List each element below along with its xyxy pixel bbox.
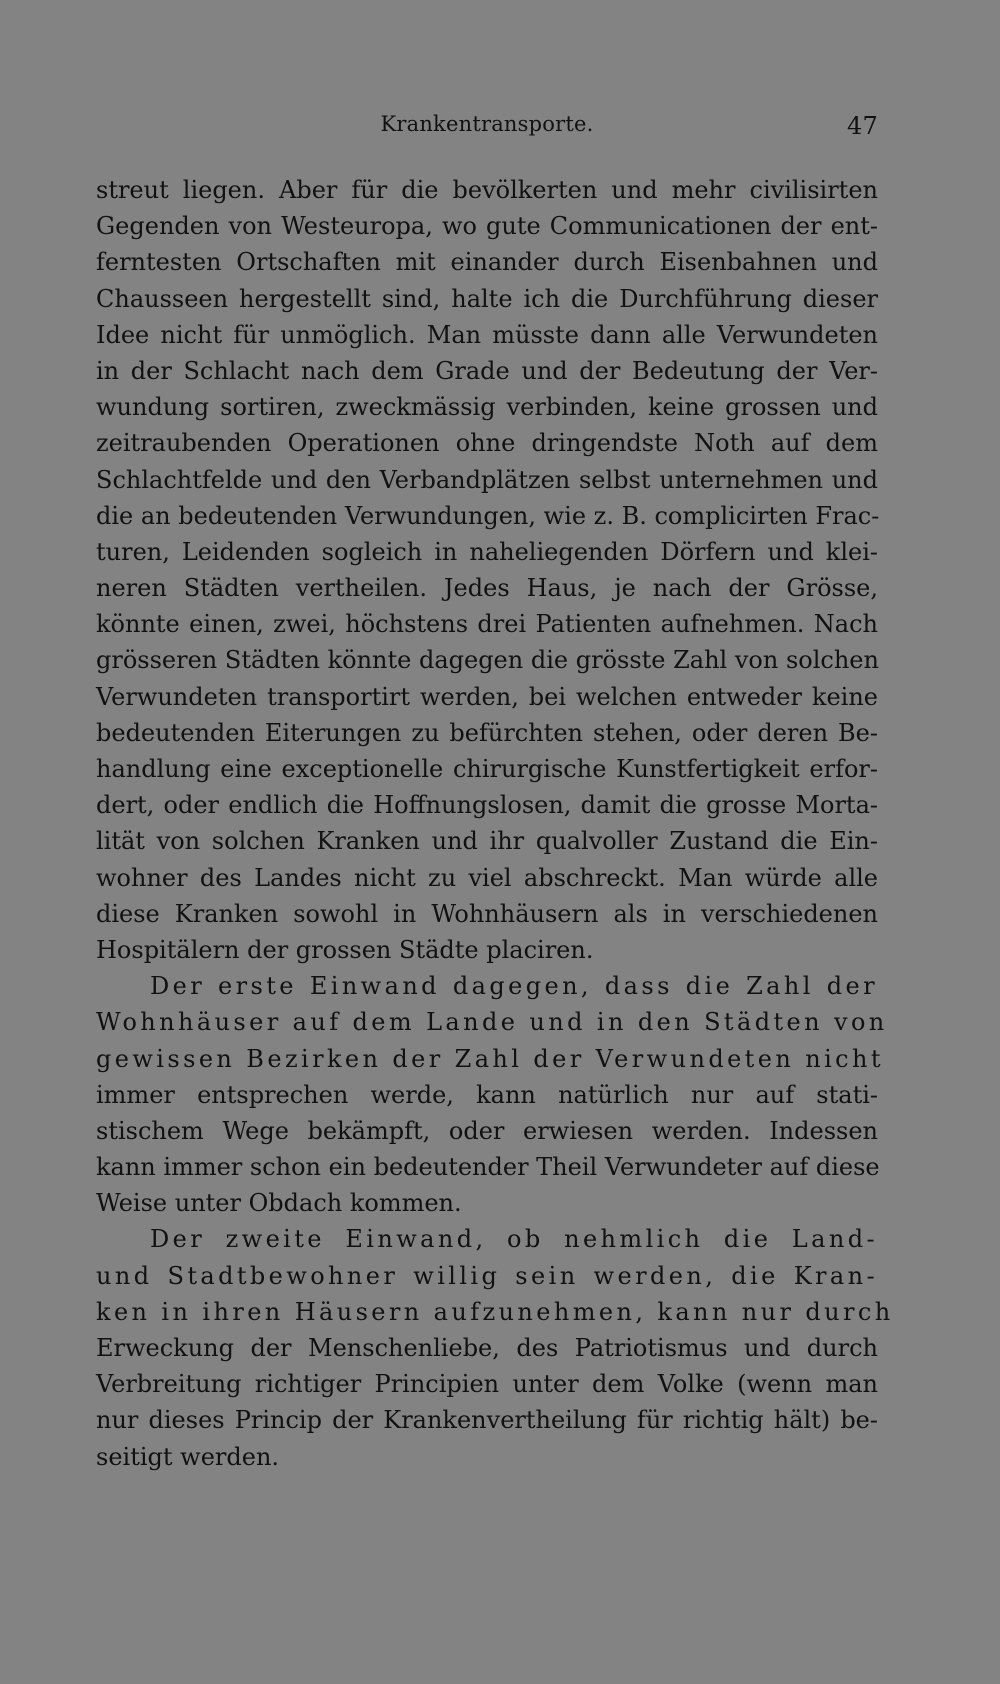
text-line: in der Schlacht nach dem Grade und der Bedeutung der Ver- xyxy=(96,356,878,385)
text-line: Chausseen hergestellt sind, halte ich die Durchführung dieser xyxy=(96,284,878,313)
text-line: diese Kranken sowohl in Wohnhäusern als in verschiedenen xyxy=(96,899,878,928)
text-line: Verbreitung richtiger Principien unter dem Volke (wenn man xyxy=(96,1370,878,1399)
page-number: 47 xyxy=(847,112,878,140)
text-line: Weise unter Obdach kommen. xyxy=(96,1189,462,1218)
text-line: bedeutenden Eiterungen zu befürchten stehen, oder deren Be- xyxy=(96,718,878,747)
text-line: dert, oder endlich die Hoffnungslosen, damit die grosse Morta- xyxy=(96,791,878,820)
text-line: lität von solchen Kranken und ihr qualvoller Zustand die Ein- xyxy=(96,827,878,856)
text-line: Der zweite Einwand, ob nehmlich die Land- xyxy=(150,1225,878,1254)
text-line: Idee nicht für unmöglich. Man müsste dann alle Verwundeten xyxy=(96,320,878,349)
text-line: zeitraubenden Operationen ohne dringendste Noth auf dem xyxy=(96,429,878,458)
text-line: seitigt werden. xyxy=(96,1442,280,1471)
text-line: ken in ihren Häusern aufzunehmen, kann nur durch xyxy=(96,1297,894,1326)
paragraph-2 xyxy=(96,968,888,1221)
paragraph-3 xyxy=(96,1221,894,1474)
text-line: wundung sortiren, zweckmässig verbinden, keine grossen und xyxy=(96,393,878,422)
text-line: kann immer schon ein bedeutender Theil Verwundeter auf diese xyxy=(96,1153,880,1182)
text-line: wohner des Landes nicht zu viel abschreckt. Man würde alle xyxy=(96,863,878,892)
body-text xyxy=(96,172,894,1475)
text-line: Hospitälern der grossen Städte placiren. xyxy=(96,935,594,964)
paragraph-1 xyxy=(96,172,878,968)
text-line: immer entsprechen werde, kann natürlich nur auf stati- xyxy=(96,1080,878,1109)
text-line: grösseren Städten könnte dagegen die grösste Zahl von solchen xyxy=(96,646,879,675)
running-title: Krankentransporte. xyxy=(380,112,594,136)
text-line: Verwundeten transportirt werden, bei welchen entweder keine xyxy=(96,682,878,711)
text-line: gewissen Bezirken der Zahl der Verwundeten nicht xyxy=(96,1044,884,1073)
text-line: die an bedeutenden Verwundungen, wie z. B. complicirten Frac- xyxy=(96,501,880,530)
text-line: könnte einen, zwei, höchstens drei Patienten aufnehmen. Nach xyxy=(96,610,878,639)
text-line: Schlachtfelde und den Verbandplätzen selbst unternehmen und xyxy=(96,465,878,494)
text-line: stischem Wege bekämpft, oder erwiesen werden. Indessen xyxy=(96,1116,878,1145)
text-line: handlung eine exceptionelle chirurgische Kunstfertigkeit erfor- xyxy=(96,755,878,783)
text-line: streut liegen. Aber für die bevölkerten und mehr civilisirten xyxy=(96,176,878,204)
text-line: Der erste Einwand dagegen, dass die Zahl der xyxy=(150,972,878,1001)
text-line: neren Städten vertheilen. Jedes Haus, je nach der Grösse, xyxy=(96,574,878,603)
text-line: Wohnhäuser auf dem Lande und in den Städten von xyxy=(96,1008,888,1037)
text-line: Erweckung der Menschenliebe, des Patriotismus und durch xyxy=(96,1334,878,1362)
text-line: nur dieses Princip der Krankenvertheilung für richtig hält) be- xyxy=(96,1406,878,1435)
text-line: turen, Leidenden sogleich in naheliegenden Dörfern und klei- xyxy=(96,537,878,566)
page-header xyxy=(96,112,878,146)
text-line: Gegenden von Westeuropa, wo gute Communicationen der ent- xyxy=(96,212,878,241)
text-line: und Stadtbewohner willig sein werden, die Kran- xyxy=(96,1261,878,1290)
text-line: ferntesten Ortschaften mit einander durch Eisenbahnen und xyxy=(96,248,878,277)
